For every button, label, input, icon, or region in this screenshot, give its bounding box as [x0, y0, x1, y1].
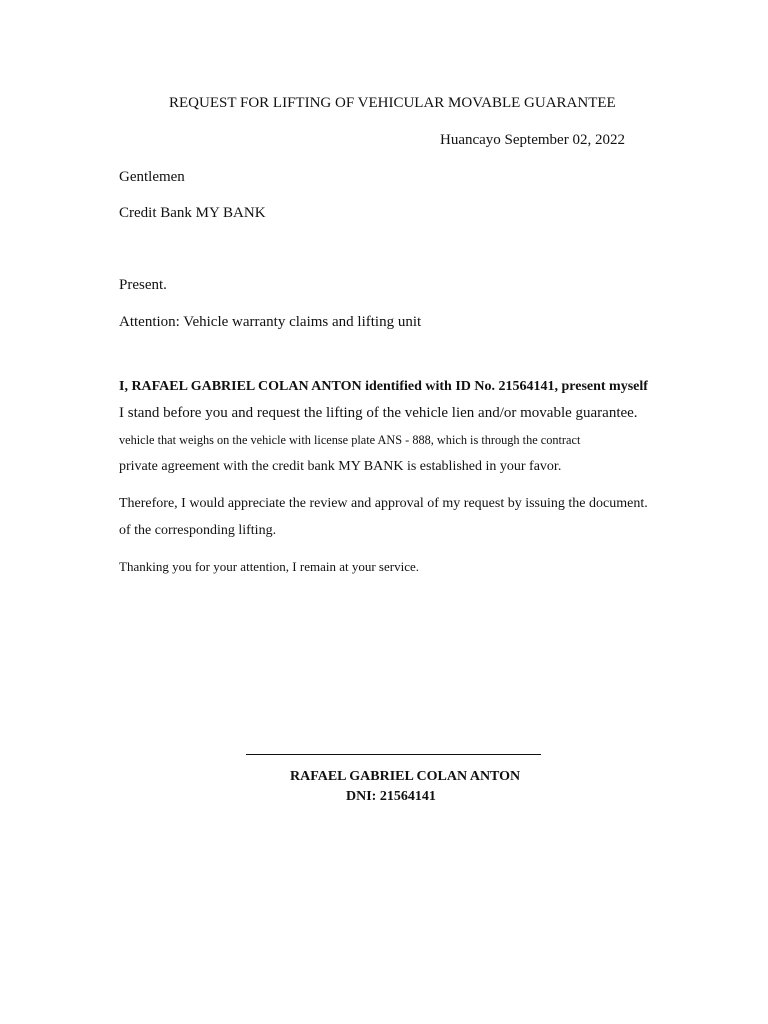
closing-line: Thanking you for your attention, I remain at your service.: [119, 559, 419, 574]
place-date: Huancayo September 02, 2022: [440, 132, 625, 148]
recipient: Credit Bank MY BANK: [119, 205, 266, 221]
document-title: REQUEST FOR LIFTING OF VEHICULAR MOVABLE GUARANTEE: [169, 95, 616, 111]
paragraph1-line4: private agreement with the credit bank MY BANK is established in your favor.: [119, 459, 562, 474]
present-line: Present.: [119, 277, 167, 293]
salutation: Gentlemen: [119, 169, 185, 185]
paragraph2-line1: Therefore, I would appreciate the review and approval of my request by issuing the document.: [119, 496, 648, 511]
signatory-dni: DNI: 21564141: [346, 789, 436, 804]
paragraph1-line3: vehicle that weighs on the vehicle with license plate ANS - 888, which is through the contract: [119, 433, 581, 447]
signature-line: [246, 754, 541, 755]
paragraph2-line2: of the corresponding lifting.: [119, 523, 277, 538]
signatory-name: RAFAEL GABRIEL COLAN ANTON: [290, 769, 521, 784]
attention-line: Attention: Vehicle warranty claims and lifting unit: [119, 314, 422, 330]
paragraph1-line2: I stand before you and request the lifting of the vehicle lien and/or movable guarantee.: [119, 405, 638, 421]
paragraph1-line1: I, RAFAEL GABRIEL COLAN ANTON identified with ID No. 21564141, present myself: [119, 379, 648, 394]
